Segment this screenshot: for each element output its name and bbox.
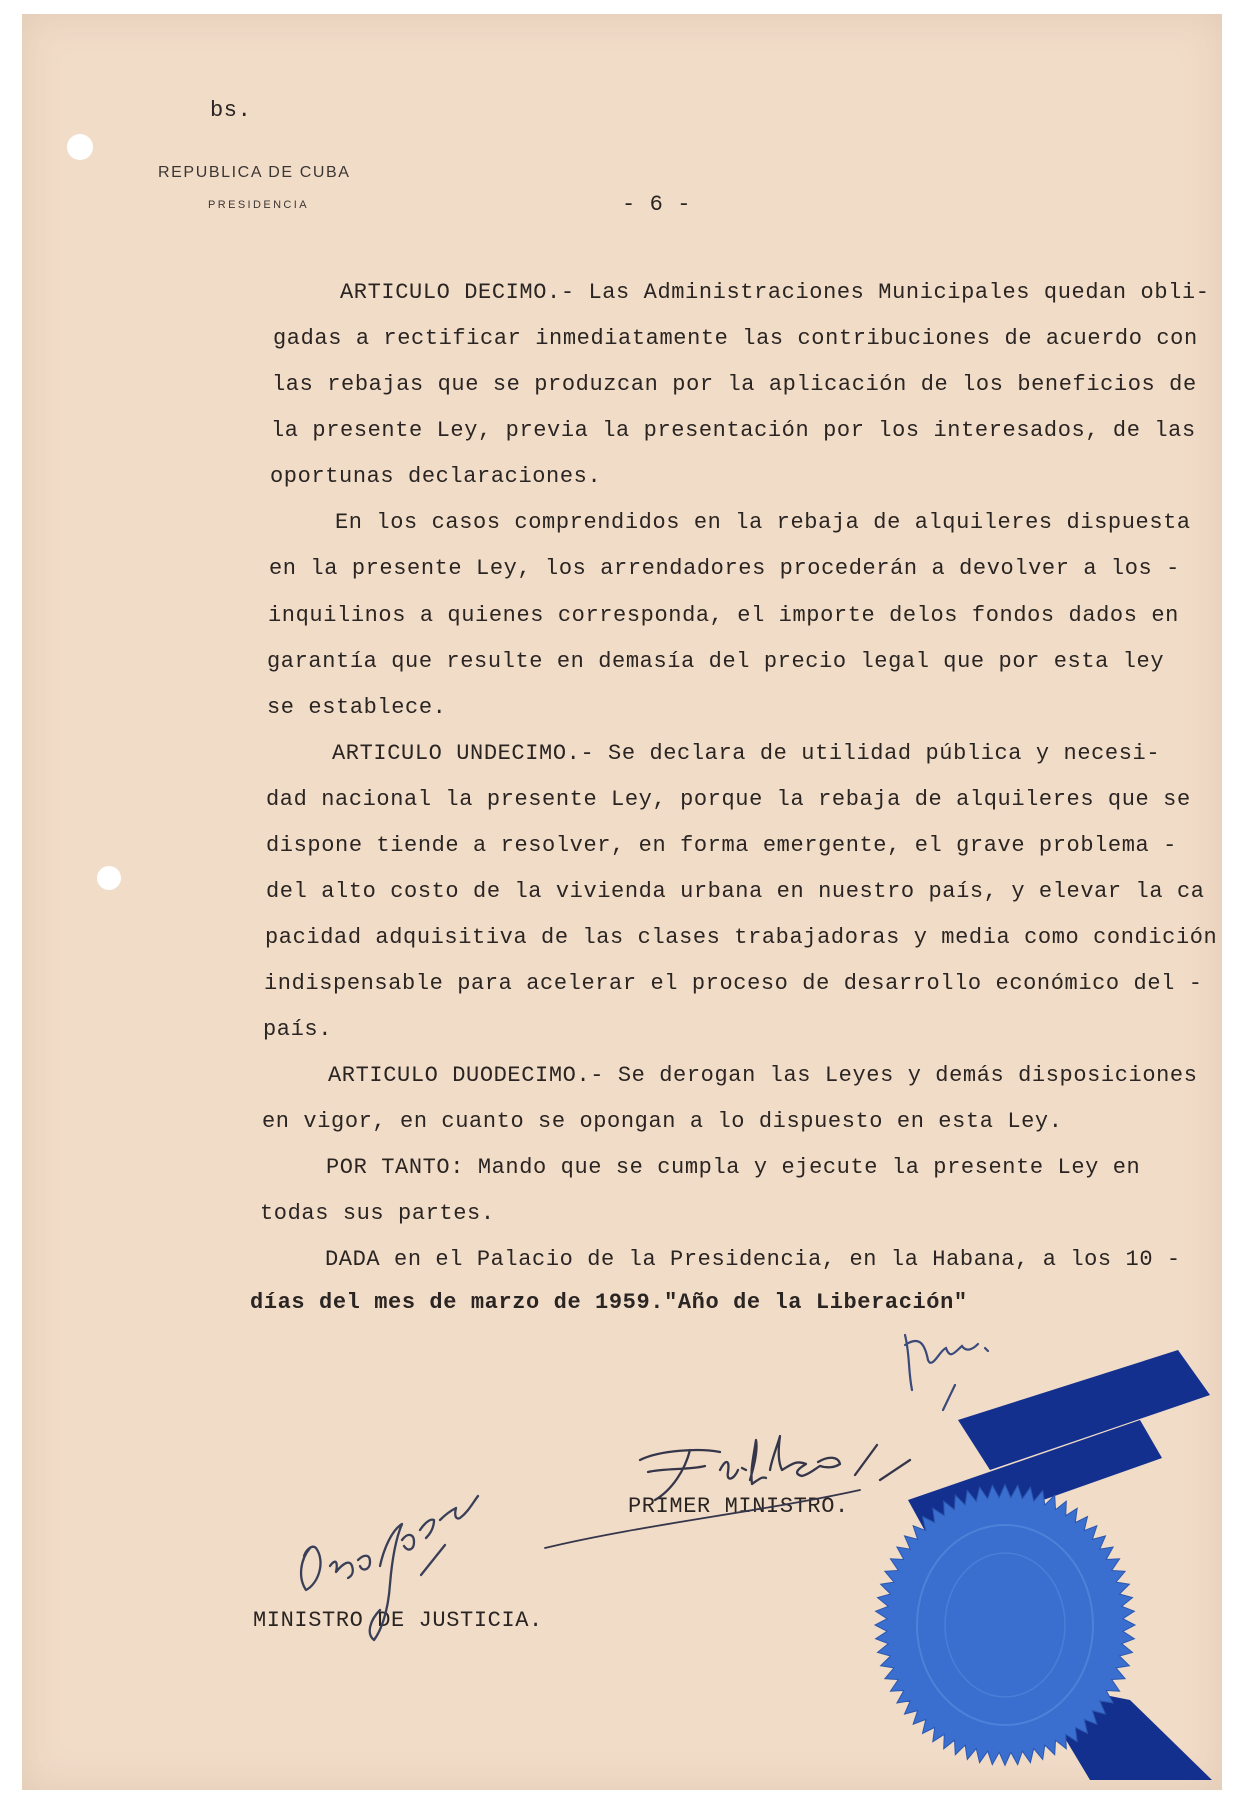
body-line: indispensable para acelerar el proceso de desarrollo económico del - bbox=[264, 971, 1203, 996]
body-line: inquilinos a quienes corresponda, el importe delos fondos dados en bbox=[268, 603, 1179, 628]
justice-minister-title: MINISTRO DE JUSTICIA. bbox=[253, 1608, 543, 1633]
prime-minister-signature bbox=[545, 1436, 910, 1548]
initial-signature bbox=[905, 1335, 988, 1410]
body-line: en la presente Ley, los arrendadores procederán a devolver a los - bbox=[269, 556, 1180, 581]
body-line: dad nacional la presente Ley, porque la rebaja de alquileres que se bbox=[266, 787, 1191, 812]
body-line: ARTICULO DUODECIMO.- Se derogan las Leyes y demás disposiciones bbox=[328, 1063, 1198, 1088]
body-line: POR TANTO: Mando que se cumpla y ejecute la presente Ley en bbox=[326, 1155, 1141, 1180]
body-line: las rebajas que se produzcan por la aplicación de los beneficios de bbox=[272, 372, 1197, 397]
body-line: ARTICULO DECIMO.- Las Administraciones Municipales quedan obli- bbox=[340, 280, 1210, 305]
wax-seal bbox=[875, 1485, 1135, 1766]
body-line: garantía que resulte en demasía del precio legal que por esta ley bbox=[267, 649, 1165, 674]
justice-minister-signature bbox=[301, 1496, 478, 1640]
body-line: días del mes de marzo de 1959."Año de la Liberación" bbox=[250, 1290, 968, 1315]
body-line: pacidad adquisitiva de las clases trabajadoras y media como condición bbox=[265, 925, 1218, 950]
body-line: la presente Ley, previa la presentación por los interesados, de las bbox=[271, 418, 1196, 443]
body-line: gadas a rectificar inmediatamente las contribuciones de acuerdo con bbox=[273, 326, 1198, 351]
body-line: se establece. bbox=[267, 695, 447, 720]
page-number: - 6 - bbox=[622, 192, 692, 217]
prime-minister-title: PRIMER MINISTRO. bbox=[628, 1494, 849, 1519]
body-line: DADA en el Palacio de la Presidencia, en la Habana, a los 10 - bbox=[325, 1247, 1181, 1272]
body-line: dispone tiende a resolver, en forma emergente, el grave problema - bbox=[266, 833, 1177, 858]
body-line: En los casos comprendidos en la rebaja de alquileres dispuesta bbox=[335, 510, 1191, 535]
body-line: país. bbox=[263, 1017, 333, 1042]
body-line: del alto costo de la vivienda urbana en nuestro país, y elevar la ca bbox=[266, 879, 1205, 904]
body-line: en vigor, en cuanto se opongan a lo dispuesto en esta Ley. bbox=[262, 1109, 1063, 1134]
letterhead-republic: REPUBLICA DE CUBA bbox=[158, 164, 351, 181]
typist-initials: bs. bbox=[210, 98, 252, 123]
letterhead-office: PRESIDENCIA bbox=[208, 199, 309, 211]
body-line: ARTICULO UNDECIMO.- Se declara de utilidad pública y necesi- bbox=[332, 741, 1161, 766]
body-line: oportunas declaraciones. bbox=[270, 464, 602, 489]
body-line: todas sus partes. bbox=[260, 1201, 495, 1226]
